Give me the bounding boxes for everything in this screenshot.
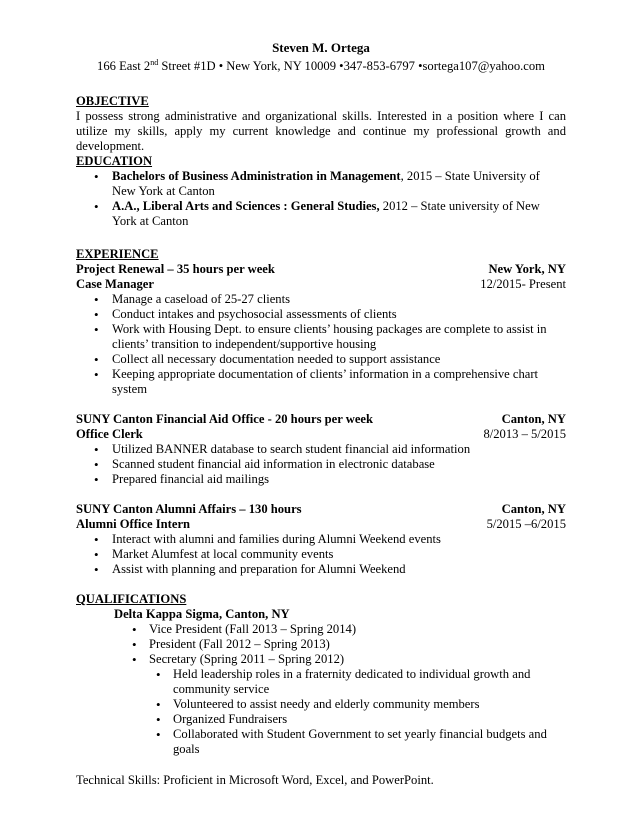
job-location: New York, NY [488,262,566,276]
qualification-duty: • Volunteered to assist needy and elderly community members [76,697,566,712]
job-organization: SUNY Canton Alumni Affairs – 130 hours [76,502,302,516]
education-item [76,169,566,199]
job-location: Canton, NY [501,412,566,426]
job-location: Canton, NY [501,502,566,516]
job-entry [76,412,566,487]
applicant-name: Steven M. Ortega [272,40,370,55]
resume-page [76,40,566,788]
degree-name: Bachelors of Business Administration in Management [112,169,401,183]
address-rest: Street #1D • New York, NY 10009 •347-853-6797 •sortega107@yahoo.com [158,59,545,73]
job-dates: 5/2015 –6/2015 [486,517,566,531]
job-duty: • Collect all necessary documentation needed to support assistance [76,352,566,367]
job-duty: • Prepared financial aid mailings [76,472,566,487]
job-dates: 8/2013 – 5/2015 [483,427,566,441]
job-subheader [76,517,566,532]
job-duties [76,292,566,397]
job-duty: • Work with Housing Dept. to ensure clients’ housing packages are complete to assist in clients’ transition to independent/supportive housing [76,322,566,352]
job-header [76,412,566,427]
degree-details: , 2015 – State University of New York at Canton [112,169,540,198]
job-duty: • Market Alumfest at local community events [76,547,566,562]
job-duties [76,442,566,487]
job-entry [76,502,566,577]
job-role: Case Manager [76,277,154,291]
job-subheader [76,427,566,442]
job-duty: • Manage a caseload of 25-27 clients [76,292,566,307]
job-subheader [76,277,566,292]
job-duty: • Assist with planning and preparation for Alumni Weekend [76,562,566,577]
job-header [76,502,566,517]
degree-name: A.A., Liberal Arts and Sciences : General Studies, [112,199,380,213]
objective-text: I possess strong administrative and organizational skills. Interested in a position where I can utilize my skills, apply my current knowledge and continue my professional growth and development. [76,109,566,153]
qualification-role: • Vice President (Fall 2013 – Spring 2014) [76,622,566,637]
contact-line [76,58,566,74]
address-ordinal: nd [150,57,159,67]
qualification-duties [76,667,566,757]
job-role: Office Clerk [76,427,143,441]
job-role: Alumni Office Intern [76,517,191,531]
job-duty: • Utilized BANNER database to search student financial aid information [76,442,566,457]
qualification-role: • Secretary (Spring 2011 – Spring 2012) [76,652,566,667]
address-start: 166 East 2 [97,59,151,73]
objective-heading: OBJECTIVE [76,94,149,108]
qualifications-heading: QUALIFICATIONS [76,592,187,606]
job-organization: SUNY Canton Financial Aid Office - 20 hours per week [76,412,374,426]
job-entry [76,262,566,397]
job-organization: Project Renewal – 35 hours per week [76,262,275,276]
job-duty: • Keeping appropriate documentation of clients’ information in a comprehensive chart system [76,367,566,397]
job-dates: 12/2015- Present [480,277,566,291]
qualification-duty: • Collaborated with Student Government to set yearly financial budgets and goals [76,727,566,757]
job-duty: • Interact with alumni and families during Alumni Weekend events [76,532,566,547]
qualification-duty: • Organized Fundraisers [76,712,566,727]
education-item [76,199,566,229]
education-list [76,169,566,229]
job-duty: • Conduct intakes and psychosocial assessments of clients [76,307,566,322]
job-duty: • Scanned student financial aid information in electronic database [76,457,566,472]
education-heading: EDUCATION [76,154,153,168]
qualification-organization: Delta Kappa Sigma, Canton, NY [114,607,290,621]
qualification-roles [76,622,566,667]
technical-skills: Technical Skills: Proficient in Microsoft Word, Excel, and PowerPoint. [76,773,434,787]
degree-details: 2012 – State university of New York at Canton [112,199,540,228]
qualification-role: • President (Fall 2012 – Spring 2013) [76,637,566,652]
job-duties [76,532,566,577]
qualification-duty: • Held leadership roles in a fraternity dedicated to individual growth and community service [76,667,566,697]
experience-heading: EXPERIENCE [76,247,159,261]
job-header [76,262,566,277]
